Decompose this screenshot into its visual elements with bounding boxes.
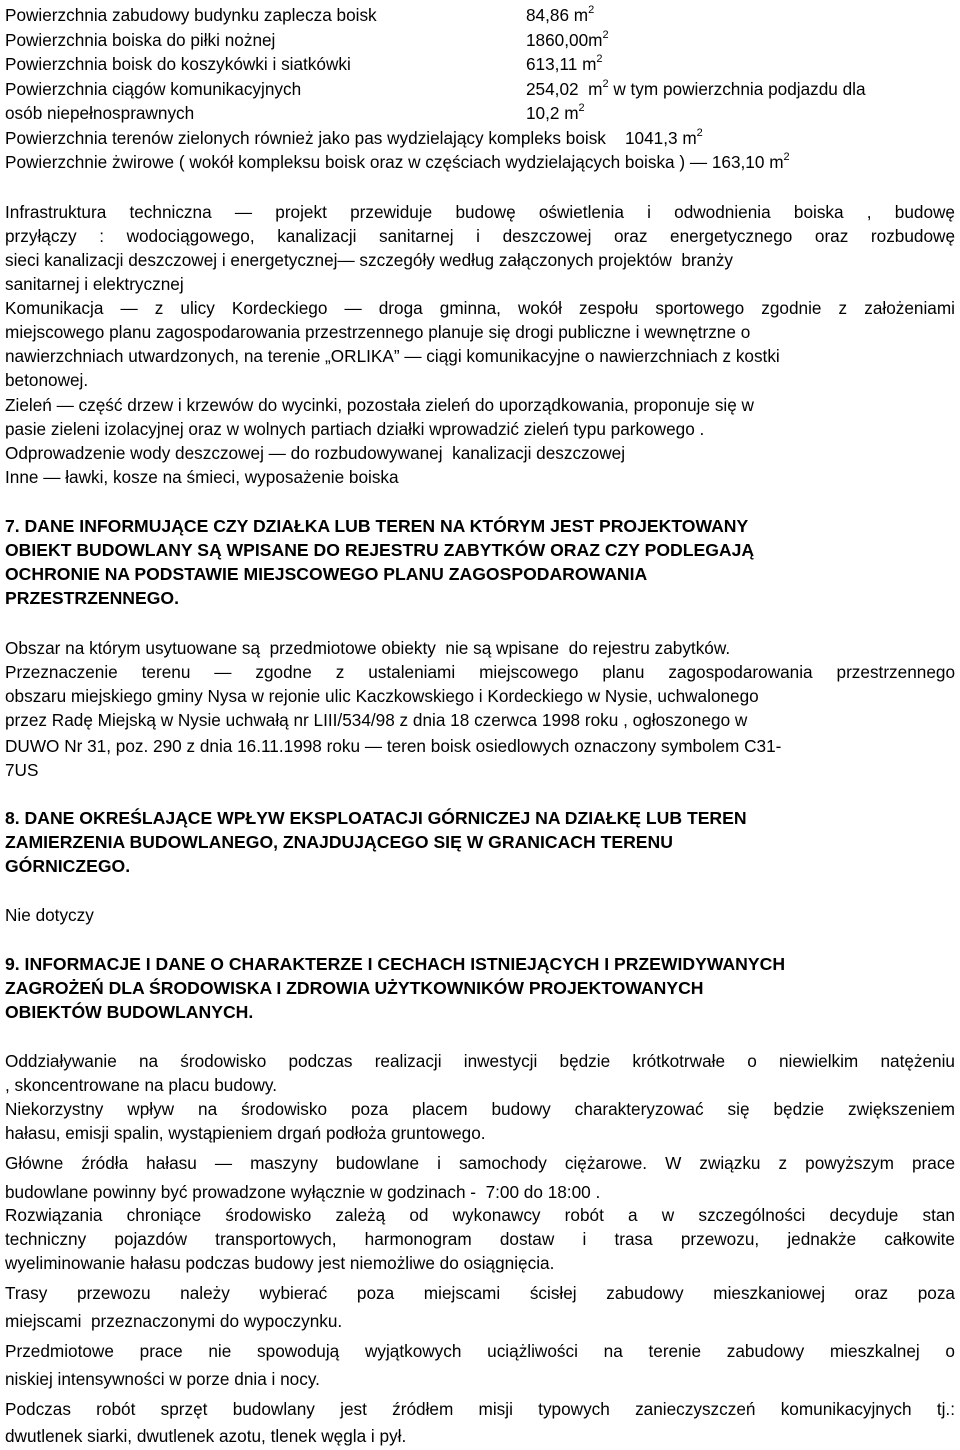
section-heading: OBIEKTÓW BUDOWLANYCH.	[5, 1002, 254, 1022]
text-line: DUWO Nr 31, poz. 290 z dnia 16.11.1998 roku — teren boisk osiedlowych oznaczony symbolem C31-	[5, 736, 782, 756]
area-label: osób niepełnosprawnych	[5, 103, 195, 123]
text-line: przez Radę Miejską w Nysie uchwałą nr LIII/534/98 z dnia 18 czerwca 1998 roku , ogłoszonego w	[5, 710, 748, 730]
section-heading: ZAMIERZENIA BUDOWLANEGO, ZNAJDUJĄCEGO SIĘ W GRANICACH TERENU	[5, 832, 673, 852]
area-value: 10,2 $m^2$	[526, 102, 585, 123]
area-row	[5, 28, 275, 52]
text-line: sieci kanalizacji deszczowej i energetycznej— szczegóły według załączonych projektów branży	[5, 250, 733, 270]
text-line: wyeliminowanie hałasu podczas budowy jest niemożliwe do osiągnięcia.	[5, 1253, 555, 1273]
section-heading: 8. DANE OKREŚLAJĄCE WPŁYW EKSPLOATACJI GÓRNICZEJ NA DZIAŁKĘ LUB TEREN	[5, 808, 747, 828]
area-row	[5, 77, 301, 101]
text-line: budowlane powinny być prowadzone wyłącznie w godzinach - 7:00 do 18:00 .	[5, 1182, 601, 1202]
text-line: Nie dotyczy	[5, 905, 94, 925]
text-line: Niekorzystny wpływ na środowisko poza placem budowy charakteryzować się będzie zwiększeniem	[5, 1099, 955, 1119]
text-line: sanitarnej i elektrycznej	[5, 274, 184, 294]
area-label: Powierzchnia ciągów komunikacyjnych	[5, 79, 302, 99]
section-heading: GÓRNICZEGO.	[5, 856, 131, 876]
text-line: Przedmiotowe prace nie spowodują wyjątkowych uciążliwości na terenie zabudowy mieszkalnej o	[5, 1341, 955, 1361]
section-heading: PRZESTRZENNEGO.	[5, 588, 179, 608]
section-heading: 9. INFORMACJE I DANE O CHARAKTERZE I CECHACH ISTNIEJĄCYCH I PRZEWIDYWANYCH	[5, 954, 786, 974]
text-line: Podczas robót sprzęt budowlany jest źródłem misji typowych zanieczyszczeń komunikacyjnych tj.:	[5, 1399, 955, 1419]
area-row	[5, 3, 377, 27]
text-line: dwutlenek siarki, dwutlenek azotu, tlenek węgla i pył.	[5, 1426, 407, 1446]
text-line: miejscami przeznaczonymi do wypoczynku.	[5, 1311, 343, 1331]
text-line: Inne — ławki, kosze na śmieci, wyposażenie boiska	[5, 467, 399, 487]
text-line: Zieleń — część drzew i krzewów do wycinki, pozostała zieleń do uporządkowania, proponuje się w	[5, 395, 754, 415]
area-value: 613,11 $m^2$	[526, 53, 603, 74]
text-line: nawierzchniach utwardzonych, na terenie „ORLIKA” — ciągi komunikacyjne o nawierzchniach z kostki	[5, 346, 780, 366]
area-label: Powierzchnia boisk do koszykówki i siatkówki	[5, 54, 351, 74]
section-heading: OCHRONIE NA PODSTAWIE MIEJSCOWEGO PLANU ZAGOSPODAROWANIA	[5, 564, 648, 584]
text-line: Rozwiązania chroniące środowisko zależą od wykonawcy robót a w szczególności decyduje stan	[5, 1205, 955, 1225]
text-line: Infrastruktura techniczna — projekt przewiduje budowę oświetlenia i odwodnienia boiska , budowę	[5, 202, 955, 222]
text-line: miejscowego planu zagospodarowania przestrzennego planuje się drogi publiczne i wewnętrzne o	[5, 322, 751, 342]
section-heading: OBIEKT BUDOWLANY SĄ WPISANE DO REJESTRU ZABYTKÓW ORAZ CZY PODLEGAJĄ	[5, 540, 755, 560]
section-heading: ZAGROŻEŃ DLA ŚRODOWISKA I ZDROWIA UŻYTKOWNIKÓW PROJEKTOWANYCH	[5, 978, 704, 998]
text-line: obszaru miejskiego gminy Nysa w rejonie ulic Kaczkowskiego i Kordeckiego w Nysie, uchwalonego	[5, 686, 759, 706]
area-gravel-row: Powierzchnie żwirowe ( wokół kompleksu boisk oraz w częściach wydzielających boiska ) — 163,10 $m^2$	[5, 151, 790, 172]
text-line: Odprowadzenie wody deszczowej — do rozbudowywanej kanalizacji deszczowej	[5, 443, 626, 463]
text-line: 7US	[5, 760, 39, 780]
area-value: $1860,00m^2$	[526, 29, 609, 50]
text-line: Przeznaczenie terenu — zgodne z ustaleniami miejscowego planu zagospodarowania przestrzennego	[5, 662, 955, 682]
area-label: Powierzchnia zabudowy budynku zaplecza boisk	[5, 5, 377, 25]
text-line: betonowej.	[5, 370, 89, 390]
text-line: hałasu, emisji spalin, wystąpieniem drgań podłoża gruntowego.	[5, 1123, 486, 1143]
area-value: 254,02 $m^2$ w tym powierzchnia podjazdu dla	[526, 78, 866, 99]
text-line: przyłączy : wodociągowego, kanalizacji sanitarnej i deszczowej oraz energetycznego oraz rozbudowę	[5, 226, 955, 246]
text-line: pasie zieleni izolacyjnej oraz w wolnych partiach działki wprowadzić zieleń typu parkowego .	[5, 419, 705, 439]
area-label: Powierzchnia boiska do piłki nożnej	[5, 30, 276, 50]
text-line: niskiej intensywności w porze dnia i nocy.	[5, 1369, 320, 1389]
area-row	[5, 52, 351, 76]
area-row	[5, 101, 194, 125]
text-line: , skoncentrowane na placu budowy.	[5, 1075, 277, 1095]
text-line: techniczny pojazdów transportowych, harmonogram dostaw i trasa przewozu, jednakże całkowite	[5, 1229, 955, 1249]
text-line: Główne źródła hałasu — maszyny budowlane i samochody ciężarowe. W związku z powyższym prace	[5, 1153, 955, 1173]
text-line: Komunikacja — z ulicy Kordeckiego — droga gminna, wokół zespołu sportowego zgodnie z założeniami	[5, 298, 955, 318]
area-green-row: Powierzchnia terenów zielonych również jako pas wydzielający kompleks boisk 1041,3 $m^2$	[5, 127, 703, 148]
text-line: Oddziaływanie na środowisko podczas realizacji inwestycji będzie krótkotrwałe o niewielkim natężeniu	[5, 1051, 955, 1071]
text-line: Trasy przewozu należy wybierać poza miejscami ścisłej zabudowy mieszkaniowej oraz poza	[5, 1283, 955, 1303]
text-line: Obszar na którym usytuowane są przedmiotowe obiekty nie są wpisane do rejestru zabytków.	[5, 638, 731, 658]
area-value: 84,86 $m^2$	[526, 4, 595, 25]
section-heading: 7. DANE INFORMUJĄCE CZY DZIAŁKA LUB TEREN NA KTÓRYM JEST PROJEKTOWANY	[5, 516, 749, 536]
